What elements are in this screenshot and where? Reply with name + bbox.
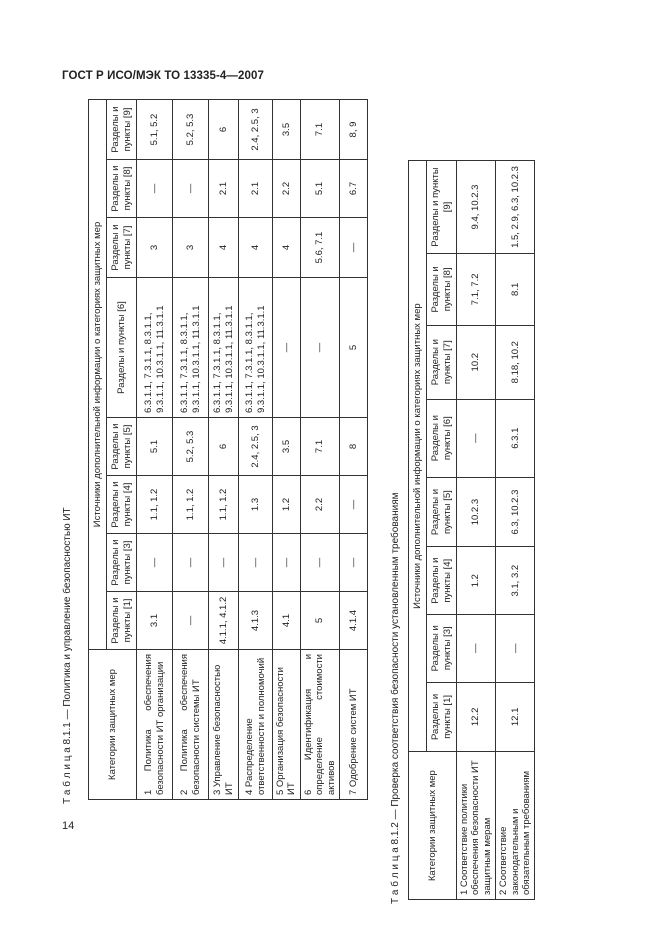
table2-header-col: Разделы и пункты [7] <box>427 325 457 399</box>
table1-cell-category: 1 Политика обеспечения безопасности ИТ организации <box>137 650 173 800</box>
table1-cell-category: 6 Идентификация и определение стоимости активов <box>300 650 339 800</box>
table1-cell: 4 <box>209 218 239 278</box>
table1-cell: 1.1, 1.2 <box>173 476 209 534</box>
table2-header-col: Разделы и пункты [8] <box>427 253 457 325</box>
table-row <box>239 100 273 800</box>
table1-cell: 6 <box>209 100 239 160</box>
table1-cell: 4 <box>239 218 273 278</box>
table1-cell-category: 3 Управление безопасностью ИТ <box>209 650 239 800</box>
table1-cell-category: 5 Организация безопасности ИТ <box>273 650 301 800</box>
table1-cell-category: 2 Политика обеспечения безопасности системы ИТ <box>173 650 209 800</box>
table1-cell: 1.1, 1.2 <box>137 476 173 534</box>
table1-cell-category: 4 Распределение ответственности и полномочий <box>239 650 273 800</box>
table1-header-col: Разделы и пункты [1] <box>107 592 137 650</box>
table1-header-col: Разделы и пункты [7] <box>107 218 137 278</box>
table1-cell: 7.1 <box>300 100 339 160</box>
table1-cell: — <box>239 534 273 592</box>
table2-cell: 8.1 <box>496 253 535 325</box>
table1-cell: 4.1.3 <box>239 592 273 650</box>
table2-header-category: Категории защитных мер <box>409 752 457 900</box>
table2-cell: 8.18, 10.2 <box>496 325 535 399</box>
table1-cell: 3.1 <box>137 592 173 650</box>
table2-header-col: Разделы и пункты [9] <box>427 161 457 254</box>
table1-cell: — <box>173 592 209 650</box>
table1-caption: Т а б л и ц а 8.1.1 — Политика и управление безопасностью ИТ <box>62 507 73 804</box>
table1-cell: — <box>339 218 367 278</box>
table1-cell: 3 <box>173 218 209 278</box>
table2-header-col: Разделы и пункты [6] <box>427 399 457 477</box>
table2-header-col: Разделы и пункты [5] <box>427 477 457 547</box>
table1-cell: 4.1 <box>273 592 301 650</box>
table1-cell: 6.7 <box>339 160 367 218</box>
table1-header-col: Разделы и пункты [8] <box>107 160 137 218</box>
table1-cell: — <box>339 534 367 592</box>
table1 <box>88 99 368 800</box>
table-row <box>300 100 339 800</box>
table2-cell: 12.2 <box>457 682 496 752</box>
table1-cell: 6.3.1.1, 7.3.1.1, 8.3.1.1, 9.3.1.1, 10.3.1.1, 11.3.1.1 <box>173 278 209 418</box>
table2-cell: 6.3.1 <box>496 399 535 477</box>
table1-cell: 6.3.1.1, 7.3.1.1, 8.3.1.1, 9.3.1.1, 10.3.1.1, 11.3.1.1 <box>137 278 173 418</box>
table2-cell: 9.4, 10.2.3 <box>457 161 496 254</box>
table1-cell: 5.6, 7.1 <box>300 218 339 278</box>
table1-cell: 5.2, 5.3 <box>173 418 209 476</box>
table1-cell: 3 <box>137 218 173 278</box>
table2-cell: — <box>457 399 496 477</box>
table1-cell: 6 <box>209 418 239 476</box>
table2-header-col: Разделы и пункты [3] <box>427 614 457 682</box>
table1-cell: 5 <box>300 592 339 650</box>
table1-header-col: Разделы и пункты [4] <box>107 476 137 534</box>
table2-cell: 1.2 <box>457 547 496 615</box>
table1-cell: 2.2 <box>300 476 339 534</box>
table-row <box>496 161 535 900</box>
table2-caption: Т а б л и ц а 8.1.2 — Проверка соответствия безопасности установленным требованиям <box>390 492 401 904</box>
table1-cell: 5.1 <box>300 160 339 218</box>
table2-header-col: Разделы и пункты [4] <box>427 547 457 615</box>
table1-cell: — <box>173 534 209 592</box>
table-row <box>173 100 209 800</box>
table1-cell: 4.1.4 <box>339 592 367 650</box>
table1-cell: 5.2, 5.3 <box>173 100 209 160</box>
table2-cell: 3.1, 3.2 <box>496 547 535 615</box>
table-row <box>209 100 239 800</box>
table2-cell: — <box>496 614 535 682</box>
table-row <box>457 161 496 900</box>
table1-cell: — <box>300 534 339 592</box>
table1-header-group: Источники дополнительной информации о категориях защитных мер <box>89 100 107 650</box>
table2-header-group: Источники дополнительной информации о категориях защитных мер <box>409 161 427 752</box>
table2 <box>408 160 535 900</box>
table-row <box>273 100 301 800</box>
table1-cell: — <box>273 278 301 418</box>
document-header: ГОСТ Р ИСО/МЭК ТО 13335-4—2007 <box>62 70 264 82</box>
table1-cell: — <box>273 534 301 592</box>
table2-cell-category: 1 Соответствие политики обеспечения безопасности ИТ защитным мерам <box>457 752 496 900</box>
table1-cell: 1.2 <box>273 476 301 534</box>
table1-cell: 8 <box>339 418 367 476</box>
table1-header-col: Разделы и пункты [6] <box>107 278 137 418</box>
table1-cell: 6.3.1.1, 7.3.1.1, 8.3.1.1, 9.3.1.1, 10.3.1.1, 11.3.1.1 <box>239 278 273 418</box>
table1-cell: 7.1 <box>300 418 339 476</box>
table1-header-col: Разделы и пункты [3] <box>107 534 137 592</box>
table1-cell: 3.5 <box>273 418 301 476</box>
table1-cell: 4.1.1, 4.1.2 <box>209 592 239 650</box>
table1-cell: 6.3.1.1, 7.3.1.1, 8.3.1.1, 9.3.1.1, 10.3.1.1, 11.3.1.1 <box>209 278 239 418</box>
table1-header-col: Разделы и пункты [5] <box>107 418 137 476</box>
table2-cell: 10.2 <box>457 325 496 399</box>
table1-cell: 1.1, 1.2 <box>209 476 239 534</box>
table2-cell-category: 2 Соответствие законодательным и обязательным требованиям <box>496 752 535 900</box>
table2-cell: 10.2.3 <box>457 477 496 547</box>
table1-cell: — <box>339 476 367 534</box>
table1-cell: 5.1 <box>137 418 173 476</box>
table1-cell: 2.2 <box>273 160 301 218</box>
table1-cell: 1.3 <box>239 476 273 534</box>
table2-cell: 1.5, 2.9, 6.3, 10.2.3 <box>496 161 535 254</box>
table1-cell: 5.1, 5.2 <box>137 100 173 160</box>
table1-cell: — <box>209 534 239 592</box>
table1-cell: — <box>137 160 173 218</box>
table1-cell-category: 7 Одобрение систем ИТ <box>339 650 367 800</box>
table1-cell: — <box>137 534 173 592</box>
table1-cell: 5 <box>339 278 367 418</box>
table2-header-col: Разделы и пункты [1] <box>427 682 457 752</box>
table1-cell: — <box>173 160 209 218</box>
page-number: 14 <box>62 820 75 832</box>
table2-cell: 12.1 <box>496 682 535 752</box>
table1-cell: 2.4, 2.5, 3 <box>239 100 273 160</box>
table1-cell: 2.1 <box>209 160 239 218</box>
table1-cell: — <box>300 278 339 418</box>
table1-cell: 2.1 <box>239 160 273 218</box>
table-row <box>339 100 367 800</box>
table1-cell: 3.5 <box>273 100 301 160</box>
table2-cell: 7.1, 7.2 <box>457 253 496 325</box>
table1-cell: 4 <box>273 218 301 278</box>
table1-cell: 8, 9 <box>339 100 367 160</box>
table2-cell: 6.3, 10.2.3 <box>496 477 535 547</box>
table1-cell: 2.4, 2.5, 3 <box>239 418 273 476</box>
table1-header-col: Разделы и пункты [9] <box>107 100 137 160</box>
table1-header-category: Категории защитных мер <box>89 650 137 800</box>
table2-cell: — <box>457 614 496 682</box>
table-row <box>137 100 173 800</box>
